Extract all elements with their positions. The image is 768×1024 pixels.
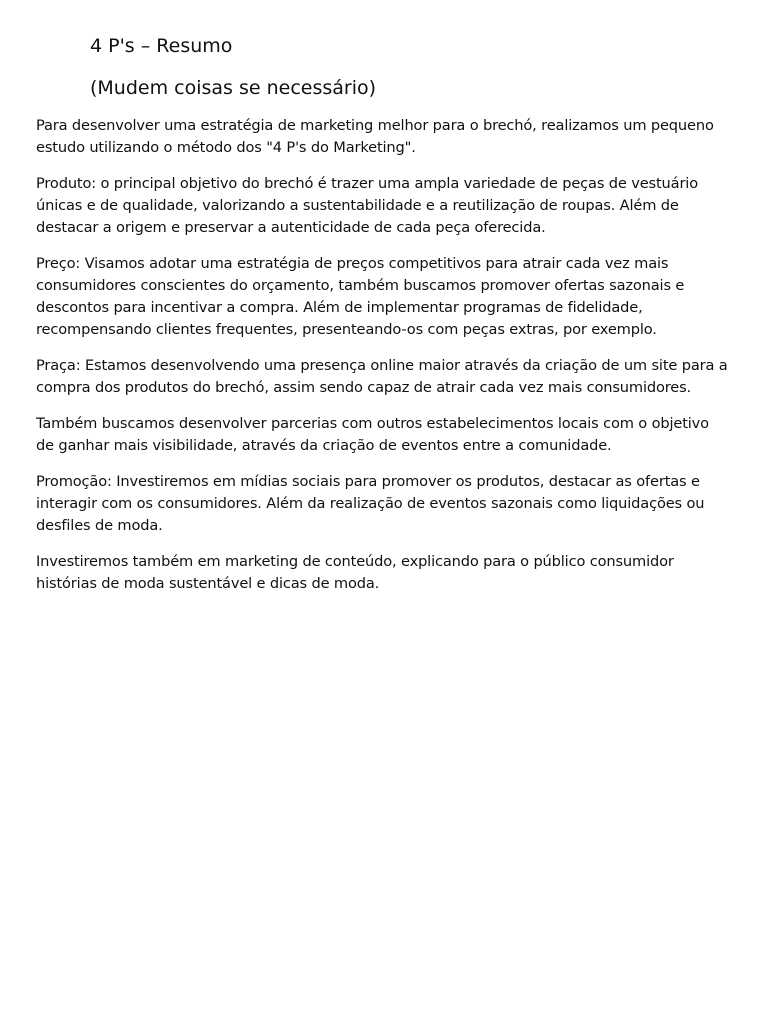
document-subtitle: (Mudem coisas se necessário) bbox=[90, 77, 377, 99]
promocao-paragraph: Promoção: Investiremos em mídias sociais para promover os produtos, destacar as ofertas e interagir com os consumidores. Além da realização de eventos sazonais como liquidações ou desfiles de moda. bbox=[36, 473, 705, 534]
document-title: 4 P's – Resumo bbox=[90, 35, 233, 57]
marketing-conteudo-paragraph: Investiremos também em marketing de conteúdo, explicando para o público consumidor histórias de moda sustentável e dicas de moda. bbox=[36, 553, 674, 592]
preco-paragraph: Preço: Visamos adotar uma estratégia de preços competitivos para atrair cada vez mais consumidores conscientes do orçamento, também buscamos promover ofertas sazonais e descontos para incentivar a compra. Além de implementar programas de fidelidade, recompensando clientes frequentes, presenteando-os com peças extras, por exemplo. bbox=[36, 255, 685, 338]
parcerias-paragraph: Também buscamos desenvolver parcerias com outros estabelecimentos locais com o objetivo de ganhar mais visibilidade, através da criação de eventos entre a comunidade. bbox=[36, 415, 709, 454]
praca-paragraph: Praça: Estamos desenvolvendo uma presença online maior através da criação de um site para a compra dos produtos do brechó, assim sendo capaz de atrair cada vez mais consumidores. bbox=[36, 357, 728, 396]
document-body bbox=[36, 115, 730, 609]
produto-paragraph: Produto: o principal objetivo do brechó é trazer uma ampla variedade de peças de vestuário únicas e de qualidade, valorizando a sustentabilidade e a reutilização de roupas. Além de destacar a origem e preservar a autenticidade de cada peça oferecida. bbox=[36, 175, 698, 236]
intro-paragraph: Para desenvolver uma estratégia de marketing melhor para o brechó, realizamos um pequeno estudo utilizando o método dos "4 P's do Marketing". bbox=[36, 117, 714, 156]
